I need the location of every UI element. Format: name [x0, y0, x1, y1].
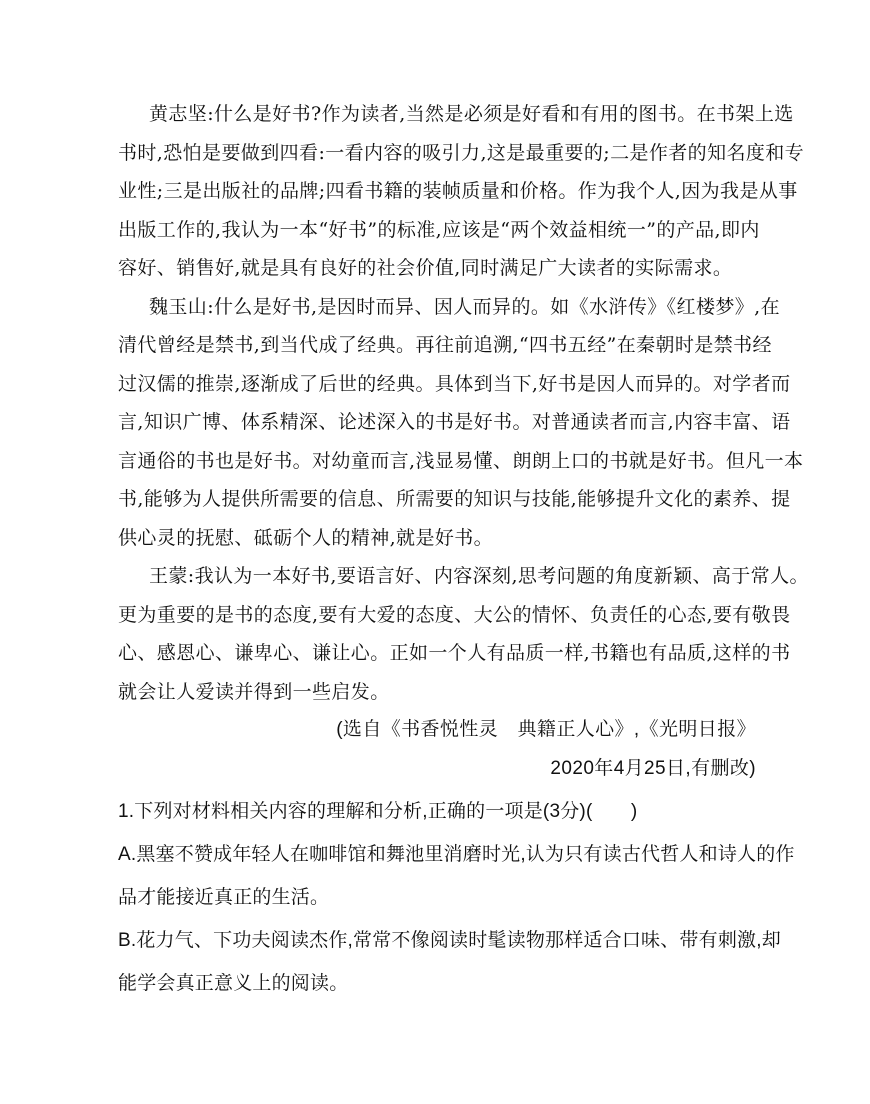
option-line: 品才能接近真正的生活。: [118, 887, 330, 908]
text-line: 言,知识广博、体系精深、论述深入的书是好书。对普通读者而言,内容丰富、语: [118, 411, 791, 433]
question-stem: 1.下列对材料相关内容的理解和分析,正确的一项是(3分)( ): [118, 801, 638, 822]
option-line: B.花力气、下功夫阅读杰作,常常不像阅读时髦读物那样适合口味、带有刺激,却: [118, 930, 781, 951]
text-line: 容好、销售好,就是具有良好的社会价值,同时满足广大读者的实际需求。: [118, 257, 733, 279]
option-line: 能学会真正意义上的阅读。: [118, 973, 349, 994]
text-line: 魏玉山:什么是好书,是因时而异、因人而异的。如《水浒传》《红楼梦》,在: [149, 295, 780, 318]
text-line: 更为重要的是书的态度,要有大爱的态度、大公的情怀、负责任的心态,要有敬畏: [118, 603, 791, 626]
text-line: 过汉儒的推崇,逐渐成了后世的经典。具体到当下,好书是因人而异的。对学者而: [118, 372, 791, 395]
question-1: [118, 790, 795, 1005]
paragraph-huang-zhijian: [118, 95, 805, 288]
source-line-1: (选自《书香悦性灵 典籍正人心》,《光明日报》: [336, 719, 756, 740]
text-line: 业性;三是出版社的品牌;四看书籍的装帧质量和价格。作为我个人,因为我是从事: [118, 180, 798, 202]
text-line: 书时,恐怕是要做到四看:一看内容的吸引力,这是最重要的;二是作者的知名度和专: [118, 141, 805, 164]
paragraph-wei-yushan: [118, 288, 804, 558]
paragraph-wang-meng: [118, 557, 809, 711]
source-citation: [118, 711, 778, 788]
text-line: 出版工作的,我认为一本“好书”的标准,应该是“两个效益相统一”的产品,即内: [118, 218, 760, 241]
text-line: 王蒙:我认为一本好书,要语言好、内容深刻,思考问题的角度新颖、高于常人。: [149, 565, 809, 587]
document-page: [118, 95, 809, 1005]
text-line: 心、感恩心、谦卑心、谦让心。正如一个人有品质一样,书籍也有品质,这样的书: [118, 642, 791, 664]
option-line: A.黑塞不赞成年轻人在咖啡馆和舞池里消磨时光,认为只有读古代哲人和诗人的作: [118, 844, 795, 865]
text-line: 就会让人爱读并得到一些启发。: [118, 680, 390, 703]
text-line: 言通俗的书也是好书。对幼童而言,浅显易懂、朗朗上口的书就是好书。但凡一本: [118, 449, 804, 472]
text-line: 清代曾经是禁书,到当代成了经典。再往前追溯,“四书五经”在秦朝时是禁书经: [118, 334, 772, 356]
text-line: 黄志坚:什么是好书?作为读者,当然是必须是好看和有用的图书。在书架上选: [149, 103, 794, 125]
option-a: [118, 833, 795, 919]
text-line: 供心灵的抚慰、砥砺个人的精神,就是好书。: [118, 526, 494, 549]
source-line-2: 2020年4月25日,有删改): [550, 757, 756, 779]
option-b: [118, 919, 781, 1005]
text-line: 书,能够为人提供所需要的信息、所需要的知识与技能,能够提升文化的素养、提: [118, 488, 791, 510]
